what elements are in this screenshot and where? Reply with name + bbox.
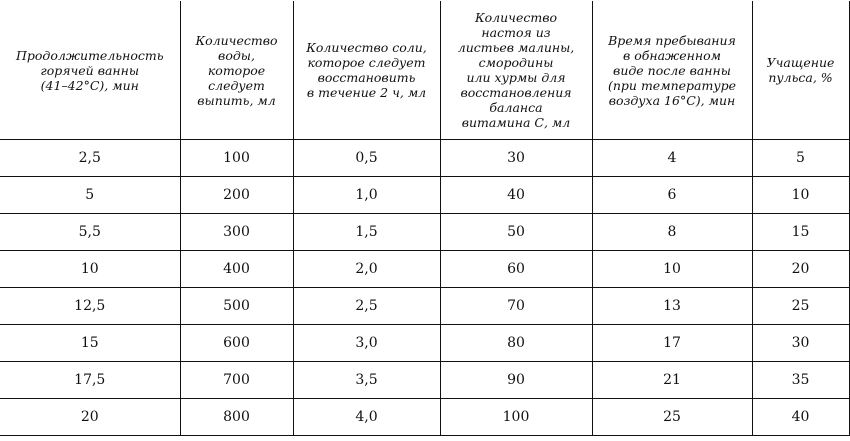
header-bath-duration bbox=[0, 1, 180, 140]
cell-pulse-increase: 5 bbox=[752, 140, 849, 177]
header-line: настоя из bbox=[481, 25, 551, 40]
cell-infusion-amount: 70 bbox=[440, 288, 592, 325]
cell-water-amount: 400 bbox=[180, 251, 293, 288]
header-line: витамина С, мл bbox=[461, 115, 571, 130]
header-row bbox=[0, 1, 849, 140]
header-line: Время пребывания bbox=[608, 32, 736, 48]
cell-exposure-time: 17 bbox=[592, 325, 752, 362]
header-line: которое bbox=[207, 62, 266, 78]
cell-pulse-increase: 30 bbox=[752, 325, 849, 362]
header-line: Продолжительность bbox=[15, 47, 164, 63]
header-salt-amount bbox=[293, 1, 440, 140]
header-line: в течение 2 ч, мл bbox=[306, 85, 427, 100]
cell-salt-amount: 2,0 bbox=[293, 251, 440, 288]
header-line: баланса bbox=[489, 100, 543, 115]
header-line: воды, bbox=[218, 47, 255, 63]
cell-infusion-amount: 50 bbox=[440, 214, 592, 251]
cell-exposure-time: 21 bbox=[592, 362, 752, 399]
header-line: Количество bbox=[474, 10, 558, 25]
header-line: в обнаженном bbox=[622, 47, 722, 63]
header-line: (41–42°С), мин bbox=[40, 77, 139, 93]
table-row bbox=[0, 214, 849, 251]
header-line: выпить, мл bbox=[197, 92, 276, 108]
cell-water-amount: 800 bbox=[180, 399, 293, 436]
cell-salt-amount: 3,5 bbox=[293, 362, 440, 399]
cell-exposure-time: 25 bbox=[592, 399, 752, 436]
cell-water-amount: 600 bbox=[180, 325, 293, 362]
header-line: следует bbox=[208, 77, 265, 93]
cell-infusion-amount: 30 bbox=[440, 140, 592, 177]
header-line: листьев малины, bbox=[457, 40, 575, 55]
cell-salt-amount: 1,0 bbox=[293, 177, 440, 214]
cell-bath-duration: 20 bbox=[0, 399, 180, 436]
cell-water-amount: 200 bbox=[180, 177, 293, 214]
header-line: Количество соли, bbox=[306, 40, 427, 55]
cell-salt-amount: 2,5 bbox=[293, 288, 440, 325]
table-body bbox=[0, 140, 849, 436]
cell-bath-duration: 17,5 bbox=[0, 362, 180, 399]
cell-salt-amount: 1,5 bbox=[293, 214, 440, 251]
cell-salt-amount: 4,0 bbox=[293, 399, 440, 436]
cell-water-amount: 100 bbox=[180, 140, 293, 177]
cell-infusion-amount: 100 bbox=[440, 399, 592, 436]
header-line: Учащение bbox=[766, 55, 835, 70]
header-exposure-time bbox=[592, 1, 752, 140]
header-line: воздуха 16°С), мин bbox=[608, 92, 736, 108]
cell-bath-duration: 2,5 bbox=[0, 140, 180, 177]
cell-pulse-increase: 10 bbox=[752, 177, 849, 214]
header-line: (при температуре bbox=[608, 77, 736, 93]
cell-pulse-increase: 25 bbox=[752, 288, 849, 325]
header-water-amount bbox=[180, 1, 293, 140]
header-line: которое следует bbox=[307, 55, 426, 70]
cell-infusion-amount: 90 bbox=[440, 362, 592, 399]
cell-exposure-time: 6 bbox=[592, 177, 752, 214]
table-row bbox=[0, 399, 849, 436]
header-pulse-increase bbox=[752, 1, 849, 140]
cell-water-amount: 300 bbox=[180, 214, 293, 251]
cell-exposure-time: 8 bbox=[592, 214, 752, 251]
cell-water-amount: 700 bbox=[180, 362, 293, 399]
cell-bath-duration: 15 bbox=[0, 325, 180, 362]
table-row bbox=[0, 140, 849, 177]
cell-exposure-time: 10 bbox=[592, 251, 752, 288]
cell-pulse-increase: 35 bbox=[752, 362, 849, 399]
table-row bbox=[0, 177, 849, 214]
table-row bbox=[0, 325, 849, 362]
header-line: восстановления bbox=[460, 85, 572, 100]
cell-pulse-increase: 15 bbox=[752, 214, 849, 251]
header-line: или хурмы для bbox=[466, 70, 566, 85]
header-line: горячей ванны bbox=[40, 62, 140, 78]
bath-data-table bbox=[0, 1, 850, 436]
cell-bath-duration: 12,5 bbox=[0, 288, 180, 325]
cell-exposure-time: 4 bbox=[592, 140, 752, 177]
header-line: виде после ванны bbox=[613, 62, 731, 78]
cell-salt-amount: 0,5 bbox=[293, 140, 440, 177]
table-row bbox=[0, 251, 849, 288]
table-header bbox=[0, 1, 849, 140]
cell-infusion-amount: 40 bbox=[440, 177, 592, 214]
cell-pulse-increase: 20 bbox=[752, 251, 849, 288]
cell-pulse-increase: 40 bbox=[752, 399, 849, 436]
cell-bath-duration: 10 bbox=[0, 251, 180, 288]
cell-salt-amount: 3,0 bbox=[293, 325, 440, 362]
table-row bbox=[0, 362, 849, 399]
cell-water-amount: 500 bbox=[180, 288, 293, 325]
header-line: пульса, % bbox=[768, 70, 833, 85]
cell-infusion-amount: 80 bbox=[440, 325, 592, 362]
header-line: смородины bbox=[478, 55, 554, 70]
header-line: восстановить bbox=[317, 70, 416, 85]
cell-bath-duration: 5 bbox=[0, 177, 180, 214]
cell-infusion-amount: 60 bbox=[440, 251, 592, 288]
header-infusion-amount bbox=[440, 1, 592, 140]
cell-bath-duration: 5,5 bbox=[0, 214, 180, 251]
table-row bbox=[0, 288, 849, 325]
header-line: Количество bbox=[195, 32, 278, 48]
cell-exposure-time: 13 bbox=[592, 288, 752, 325]
